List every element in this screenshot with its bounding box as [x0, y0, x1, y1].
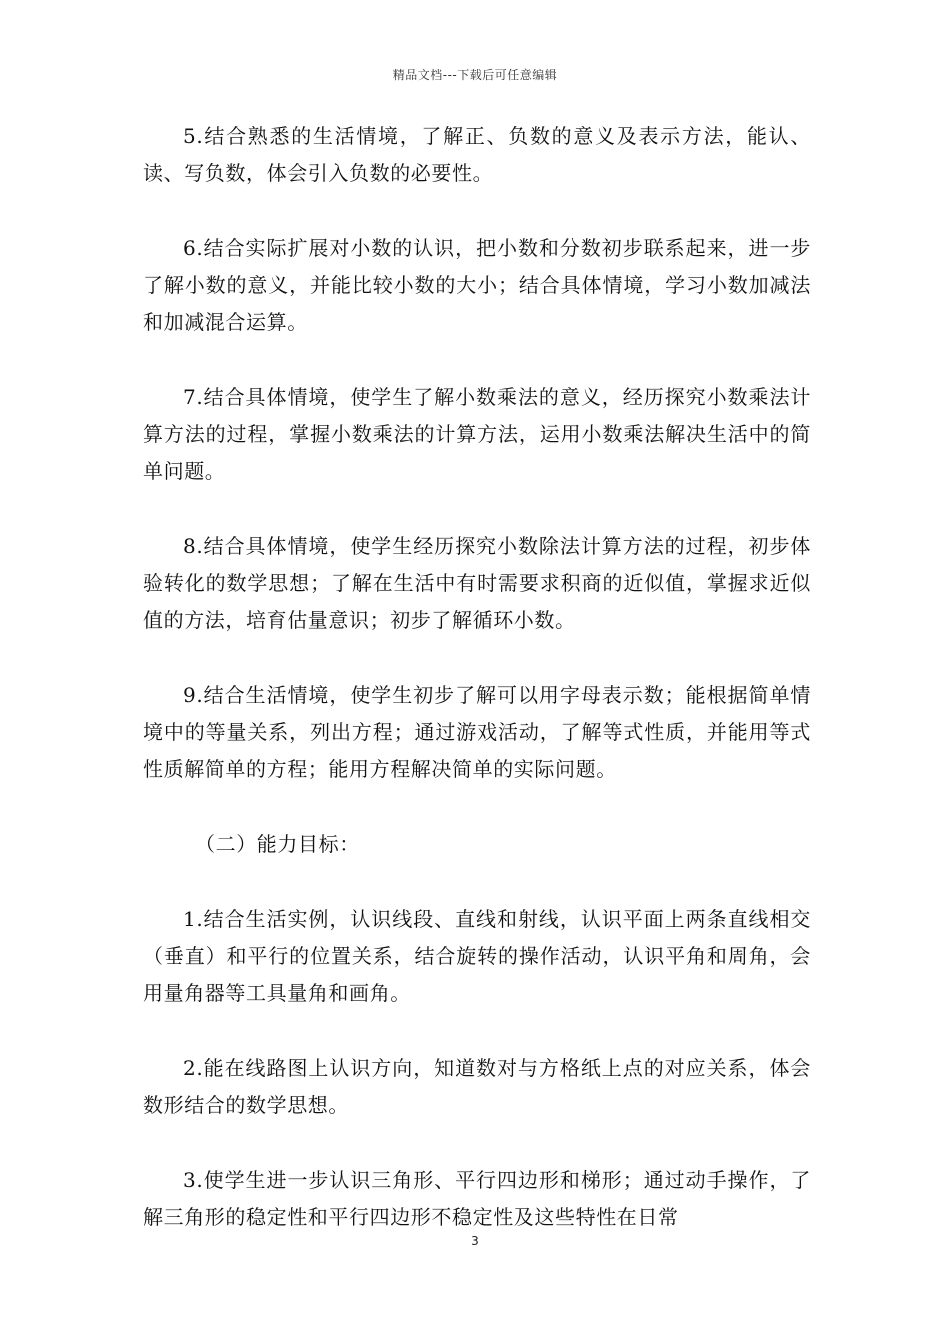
paragraph-ability-1: 1.结合生活实例，认识线段、直线和射线，认识平面上两条直线相交（垂直）和平行的位置关系，结合旋转的操作活动，认识平角和周角，会用量角器等工具量角和画角。	[143, 907, 811, 1005]
paragraph-item-5: 5.结合熟悉的生活情境，了解正、负数的意义及表示方法，能认、读、写负数，体会引入负数的必要性。	[143, 124, 811, 185]
paragraph-item-8: 8.结合具体情境，使学生经历探究小数除法计算方法的过程，初步体验转化的数学思想；了解在生活中有时需要求积商的近似值，掌握求近似值的方法，培育估量意识；初步了解循环小数。	[143, 534, 811, 632]
page-number: 3	[471, 1234, 479, 1248]
paragraph-item-9: 9.结合生活情境，使学生初步了解可以用字母表示数；能根据简单情境中的等量关系，列出方程；通过游戏活动，了解等式性质，并能用等式性质解简单的方程；能用方程解决简单的实际问题。	[143, 683, 811, 781]
document-body	[143, 118, 811, 1274]
page-header: 精品文档---下载后可任意编辑	[392, 68, 558, 82]
paragraph-ability-2: 2.能在线路图上认识方向，知道数对与方格纸上点的对应关系，体会数形结合的数学思想。	[143, 1056, 811, 1117]
paragraph-ability-3: 3.使学生进一步认识三角形、平行四边形和梯形；通过动手操作，了解三角形的稳定性和平行四边形不稳定性及这些特性在日常	[143, 1168, 811, 1229]
section-heading-ability-goals: （二）能力目标：	[195, 832, 360, 856]
paragraph-item-6: 6.结合实际扩展对小数的认识，把小数和分数初步联系起来，进一步了解小数的意义，并能比较小数的大小；结合具体情境，学习小数加减法和加减混合运算。	[143, 236, 811, 334]
paragraph-item-7: 7.结合具体情境，使学生了解小数乘法的意义，经历探究小数乘法计算方法的过程，掌握小数乘法的计算方法，运用小数乘法解决生活中的简单问题。	[143, 385, 811, 483]
